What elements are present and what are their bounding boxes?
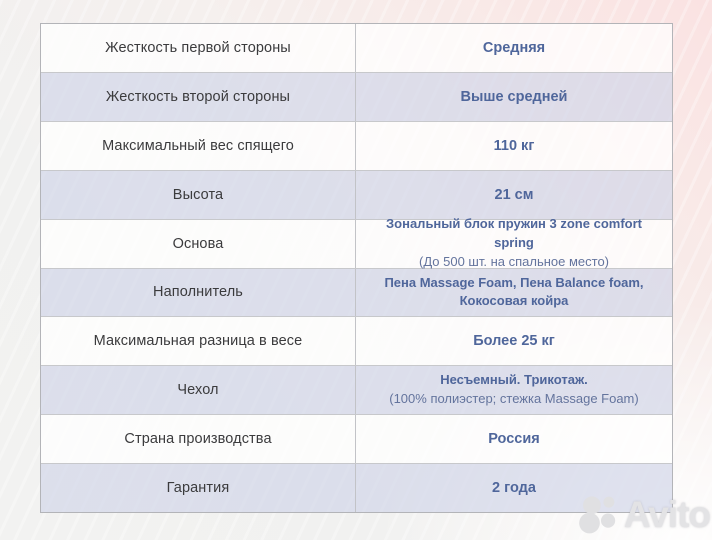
- spec-value: Выше средней: [460, 88, 568, 105]
- table-row: [41, 171, 672, 220]
- spec-value: Россия: [488, 431, 540, 448]
- spec-label: Жесткость первой стороны: [41, 24, 356, 72]
- table-row: [41, 317, 672, 366]
- spec-label: Высота: [41, 171, 356, 219]
- spec-value-note: (100% полиэстер; стежка Massage Foam): [389, 391, 639, 407]
- avito-watermark-text: Avito: [623, 494, 710, 535]
- spec-value: Пена Massage Foam, Пена Balance foam, Кокосовая койра: [384, 274, 644, 309]
- spec-label: Наполнитель: [41, 269, 356, 317]
- spec-label: Основа: [41, 220, 356, 268]
- spec-label: Максимальная разница в весе: [41, 317, 356, 365]
- spec-label: Гарантия: [41, 464, 356, 512]
- table-row: [41, 73, 672, 122]
- spec-value: [356, 216, 672, 269]
- spec-value: 21 см: [494, 186, 534, 203]
- spec-value: Более 25 кг: [473, 333, 555, 350]
- spec-label: Максимальный вес спящего: [41, 122, 356, 170]
- table-row: [41, 216, 672, 269]
- spec-label: Жесткость второй стороны: [41, 73, 356, 121]
- avito-watermark: [579, 494, 710, 536]
- spec-value: Средняя: [482, 39, 546, 56]
- spec-value: 110 кг: [493, 137, 535, 154]
- avito-logo-icon: [579, 494, 621, 536]
- table-row: [41, 122, 672, 171]
- table-row: [41, 24, 672, 73]
- spec-label: Чехол: [41, 366, 356, 414]
- table-row: [41, 464, 672, 512]
- specs-table: [40, 23, 673, 513]
- spec-value: 2 года: [492, 480, 536, 497]
- spec-value-note: (До 500 шт. на спальное место): [418, 254, 610, 269]
- table-row: [41, 269, 672, 318]
- spec-label: Страна производства: [41, 415, 356, 463]
- table-row: [41, 415, 672, 464]
- spec-value-main: Несъемный. Трикотаж.: [440, 372, 588, 388]
- table-row: [41, 366, 672, 415]
- spec-value: [356, 366, 672, 414]
- spec-value-main: Зональный блок пружин 3 zone comfort spring: [386, 216, 642, 251]
